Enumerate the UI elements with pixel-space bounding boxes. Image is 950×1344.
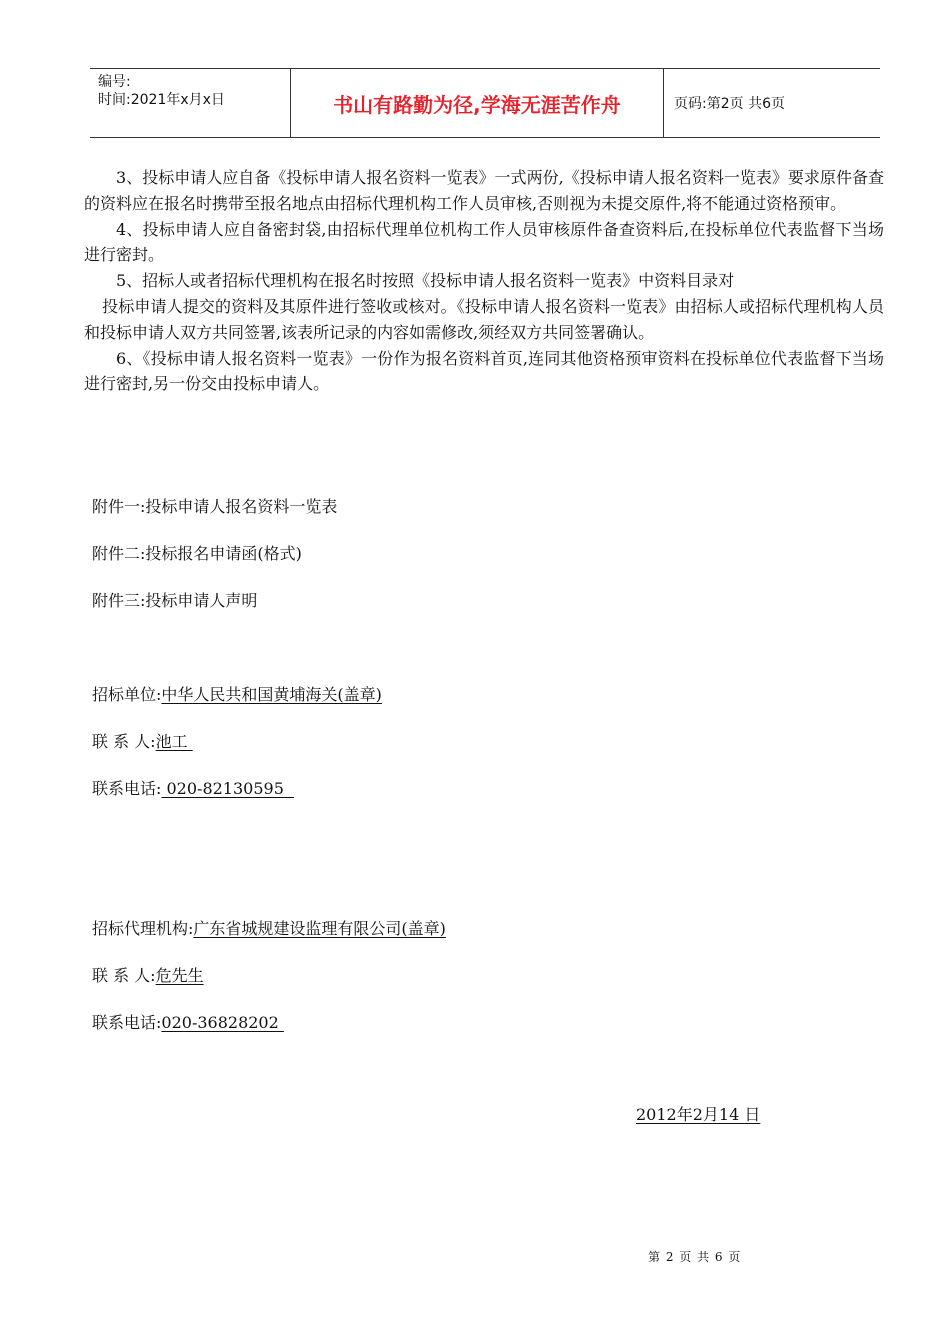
tenderer-contact-value: 池工 <box>155 732 193 751</box>
attachment-1: 附件一:投标申请人报名资料一览表 <box>92 497 338 516</box>
agency-phone-value: 020-36828202 <box>161 1013 284 1032</box>
page-header <box>90 68 880 138</box>
attachment-2: 附件二:投标报名申请函(格式) <box>92 544 302 563</box>
attachment-3: 附件三:投标申请人声明 <box>92 591 258 610</box>
header-page-info: 页码:第2页 共6页 <box>674 96 785 112</box>
header-time: 时间:2021年x月x日 <box>98 92 225 108</box>
agency-unit-value: 广东省城规建设监理有限公司(盖章) <box>193 919 446 938</box>
agency-contact-value: 危先生 <box>155 966 204 985</box>
paragraph-5: 5、招标人或者招标代理机构在报名时按照《投标申请人报名资料一览表》中资料目录对 <box>116 271 735 291</box>
agency-unit: 招标代理机构:广东省城规建设监理有限公司(盖章) <box>92 919 446 938</box>
header-number: 编号: <box>98 74 131 90</box>
paragraph-5-cont: 投标申请人提交的资料及其原件进行签收或核对。《投标申请人报名资料一览表》由招标人或招标代理机构人员和投标申请人双方共同签署,该表所记录的内容如需修改,须经双方共同签署确认。 <box>84 296 884 342</box>
header-meta <box>90 69 291 137</box>
agency-phone: 联系电话:020-36828202 <box>92 1013 284 1032</box>
tenderer-phone-value: 020-82130595 <box>161 779 295 798</box>
paragraph-6: 6、《投标申请人报名资料一览表》一份作为报名资料首页,连同其他资格预审资料在投标单位代表监督下当场进行密封,另一份交由投标申请人。 <box>84 348 884 394</box>
paragraph-3: 3、投标申请人应自备《投标申请人报名资料一览表》一式两份,《投标申请人报名资料一览表》要求原件备查的资料应在报名时携带至报名地点由招标代理机构工作人员审核,否则视为未提交原件,将不能通过资格预审。 <box>84 168 884 213</box>
body-text <box>84 165 884 397</box>
agency-contact: 联 系 人:危先生 <box>92 966 204 985</box>
paragraph-4: 4、投标申请人应自备密封袋,由招标代理单位机构工作人员审核原件备查资料后,在投标单位代表监督下当场进行密封。 <box>84 219 884 265</box>
page-footer: 第 2 页 共 6 页 <box>648 1250 742 1264</box>
header-motto: 书山有路勤为径,学海无涯苦作舟 <box>291 69 664 137</box>
tenderer-unit: 招标单位:中华人民共和国黄埔海关(盖章) <box>92 685 382 704</box>
signing-date: 2012年2月14 日 <box>636 1105 761 1124</box>
tenderer-unit-value: 中华人民共和国黄埔海关(盖章) <box>161 685 382 704</box>
tenderer-phone: 联系电话: 020-82130595 <box>92 779 295 798</box>
tenderer-contact: 联 系 人:池工 <box>92 732 193 751</box>
